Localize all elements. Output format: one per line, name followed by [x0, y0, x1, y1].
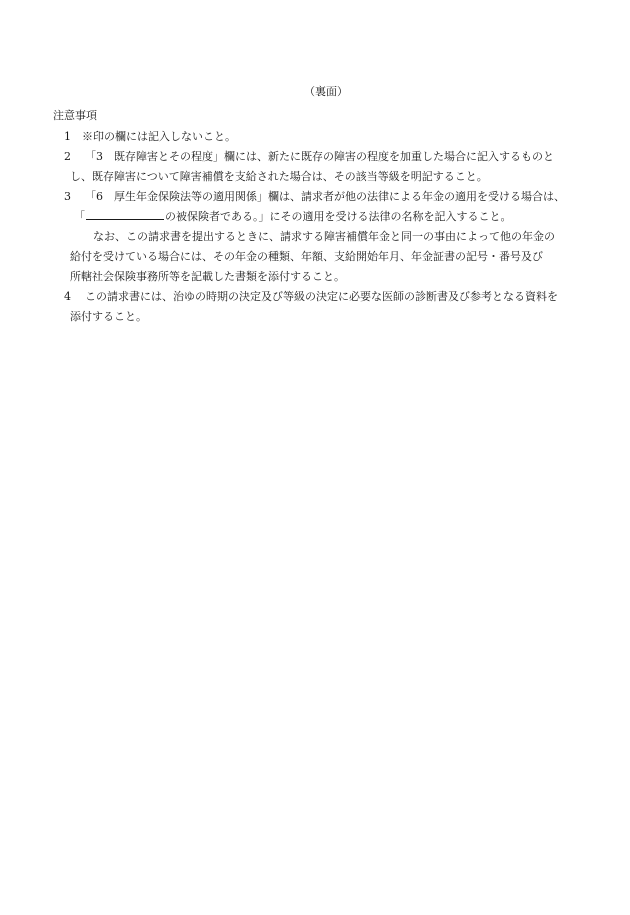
- notes-list: [0, 127, 630, 327]
- note-text: 「3 既存障害とその程度」欄には、新たに既存の障害の程度を加重した場合に記入するものと: [85, 150, 554, 163]
- note-text: 給付を受けている場合には、その年金の種類、年額、支給開始年月、年金証書の記号・番号及び: [70, 250, 543, 263]
- note-3-paragraph-2-line-3: [0, 267, 630, 287]
- note-text: の被保険者である。」にその適用を受ける法律の名称を記入すること。: [165, 210, 512, 223]
- note-text: 「6 厚生年金保険法等の適用関係」欄は、請求者が他の法律による年金の適用を受ける場合は、: [85, 190, 565, 203]
- note-3-blank-line: [0, 207, 630, 227]
- note-1: [0, 127, 630, 147]
- page-header: （裏面）: [304, 85, 348, 98]
- note-text: なお、この請求書を提出するときに、請求する障害補償年金と同一の事由によって他の年金の: [93, 230, 555, 243]
- note-number: 4: [64, 290, 71, 303]
- note-3-paragraph-2: [0, 227, 630, 247]
- note-3: [0, 187, 630, 207]
- note-3-paragraph-2-line-2: [0, 247, 630, 267]
- note-4-continuation: [0, 307, 630, 327]
- open-bracket: 「: [74, 210, 85, 223]
- fill-in-blank: [86, 208, 164, 220]
- note-text: し、既存障害について障害補償を支給された場合は、その該当等級を明記すること。: [70, 170, 488, 183]
- note-2-continuation: [0, 167, 630, 187]
- note-text: この請求書には、治ゆの時期の決定及び等級の決定に必要な医師の診断書及び参考となる資料を: [85, 290, 558, 303]
- note-number: 1: [64, 130, 71, 143]
- note-text: 添付すること。: [70, 310, 147, 323]
- note-number: 2: [64, 150, 71, 163]
- note-2: [0, 147, 630, 167]
- note-text: ※印の欄には記入しないこと。: [82, 130, 236, 143]
- note-4: [0, 287, 630, 307]
- note-number: 3: [64, 190, 71, 203]
- section-heading: 注意事項: [53, 109, 97, 122]
- note-text: 所轄社会保険事務所等を記載した書類を添付すること。: [70, 270, 345, 283]
